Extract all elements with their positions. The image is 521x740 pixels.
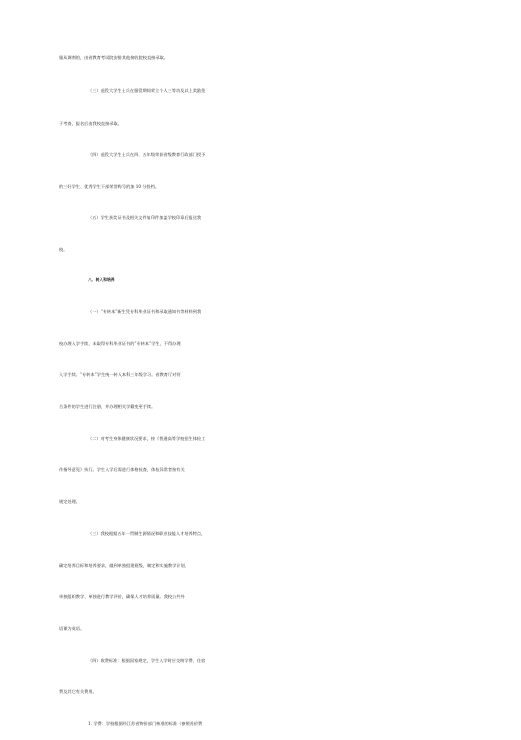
text-line: 校办理入学手续，未取得专科毕业证书的“专转本”学生，不得办理 — [59, 341, 181, 346]
text-line: 入学手续。“专转本”学生统一转入本科三年级学习。省教育厅对符 — [59, 372, 181, 377]
text-line: 单独组织教学、单独进行教学评价，确保人才培养质量。我校公共外 — [59, 594, 185, 599]
text-line: 合条件的学生进行注册，并办理相关学籍变更手续。 — [59, 404, 156, 409]
text-line: 于考查，报名后由我校直接录取。 — [59, 121, 122, 126]
text-line: （一）“专转本”新生凭专科毕业证书和录取通知书等材料到我 — [88, 309, 202, 314]
text-line: 校。 — [59, 247, 68, 252]
text-line: 规定处理。 — [59, 499, 80, 504]
text-line: 服从调剂的，由省教育考试院安排其他接收院校直接录取。 — [59, 55, 168, 60]
text-line: 作指导意见》执行。学生入学后需进行体格检查，体检异常者按有关 — [59, 467, 185, 472]
text-line: 确定培养目标和培养要求，做到单独组建班级，制定和实施教学计划、 — [59, 563, 189, 568]
text-line: （五）学生获奖证书及相关文件复印件加盖学校印章后报送我 — [88, 215, 202, 220]
text-line: （四）收费标准：根据国家规定，学生入学时应交纳学费、住宿 — [88, 658, 206, 663]
text-line: （四）退役大学生士兵在四、五年级荣获省级教育行政部门授予 — [88, 152, 206, 157]
text-line: （二）对考生身体健康状况要求，按《普通高等学校招生体检工 — [88, 436, 206, 441]
text-line: （三）退役大学生士兵在服役期间荣立个人三等功及以上奖励免 — [88, 88, 206, 93]
text-line: 1. 学费：学校根据经江苏省物价部门核准的标准（参照苏价费 — [88, 721, 203, 726]
text-line: 语课为英语。 — [59, 626, 85, 631]
text-line: 费及其它有关费用。 — [59, 689, 97, 694]
text-line: （三）我校根据五年一贯制生源情况和职业技能人才培养特点， — [88, 531, 206, 536]
text-line: 的三好学生、优秀学生干部荣誉称号的加 10 分投档。 — [59, 184, 160, 189]
section-heading: 八、转入和培养 — [88, 277, 115, 282]
